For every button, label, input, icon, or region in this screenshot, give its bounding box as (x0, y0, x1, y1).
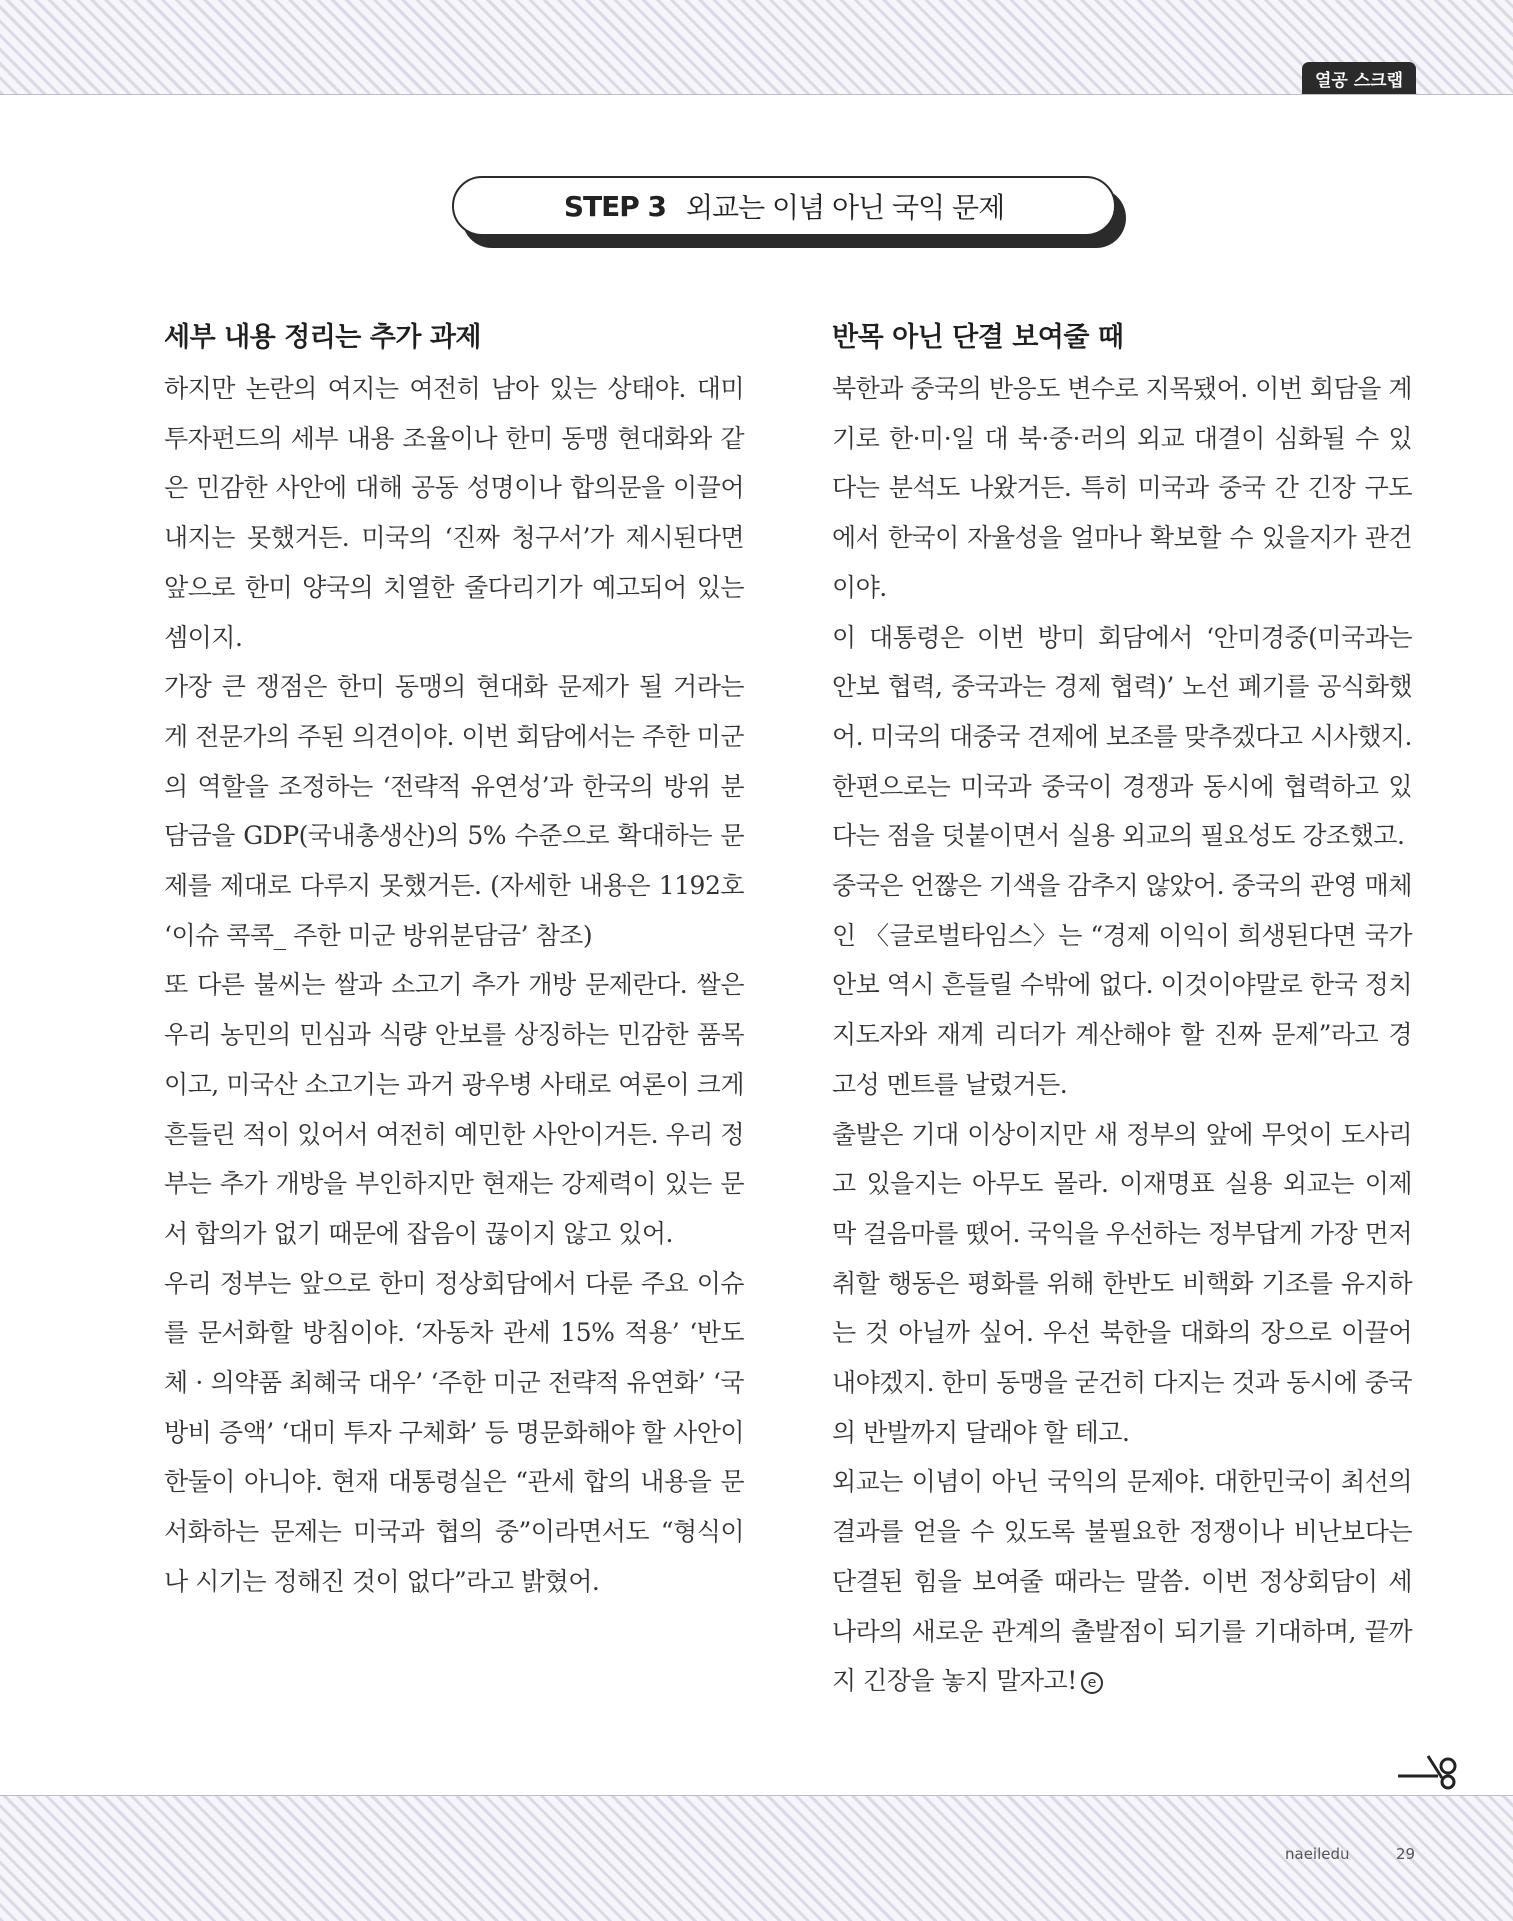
section-tab: 열공 스크랩 (1302, 62, 1416, 94)
left-heading: 세부 내용 정리는 추가 과제 (164, 322, 482, 353)
right-paragraph-3: 중국은 언짢은 기색을 감추지 않았어. 중국의 관영 매체인 〈글로벌타임스〉는 “경제 이익이 희생된다면 국가 안보 역시 흔들릴 수밖에 없다. 이것이야말로 한국 정치 지도자와 재계 리더가 계산해야 할 진짜 문제”라고 경고성 멘트를 날렸거든. (832, 871, 1412, 1099)
left-paragraph-4: 우리 정부는 앞으로 한미 정상회담에서 다룬 주요 이슈를 문서화할 방침이야. ‘자동차 관세 15% 적용’ ‘반도체 · 의약품 최혜국 대우’ ‘주한 미군 전략적 유연화’ ‘국방비 증액’ ‘대미 투자 구체화’ 등 명문화해야 할 사안이 한둘이 아니야. 현재 대통령실은 “관세 합의 내용을 문서화하는 문제는 미국과 협의 중”이라면서도 “형식이나 시기는 정해진 것이 없다”라고 밝혔어. (164, 1268, 744, 1596)
left-paragraph-2: 가장 큰 쟁점은 한미 동맹의 현대화 문제가 될 거라는 게 전문가의 주된 의견이야. 이번 회담에서는 주한 미군의 역할을 조정하는 ‘전략적 유연성’과 한국의 방위 분담금을 GDP(국내총생산)의 5% 수준으로 확대하는 문제를 제대로 다루지 못했거든. (자세한 내용은 1192호 ‘이슈 콕콕_ 주한 미군 방위분담금’ 참조) (164, 672, 744, 950)
left-paragraph-1: 하지만 논란의 여지는 여전히 남아 있는 상태야. 대미 투자펀드의 세부 내용 조율이나 한미 동맹 현대화와 같은 민감한 사안에 대해 공동 성명이나 합의문을 이끌어내지는 못했거든. 미국의 ‘진짜 청구서’가 제시된다면 앞으로 한미 양국의 치열한 줄다리기가 예고되어 있는 셈이지. (164, 374, 744, 652)
right-paragraph-5-text: 외교는 이념이 아닌 국익의 문제야. 대한민국이 최선의 결과를 얻을 수 있도록 불필요한 정쟁이나 비난보다는 단결된 힘을 보여줄 때라는 말씀. 이번 정상회담이 세 나라의 새로운 관계의 출발점이 되기를 기대하며, 끝까지 긴장을 놓지 말자고! (832, 1467, 1412, 1696)
right-column (832, 318, 1412, 1706)
step-title: 외교는 이념 아닌 국익 문제 (686, 191, 1005, 224)
right-paragraph-4: 출발은 기대 이상이지만 새 정부의 앞에 무엇이 도사리고 있을지는 아무도 몰라. 이재명표 실용 외교는 이제 막 걸음마를 뗐어. 국익을 우선하는 정부답게 가장 먼저 취할 행동은 평화를 위해 한반도 비핵화 기조를 유지하는 것 아닐까 싶어. 우선 북한을 대화의 장으로 이끌어내야겠지. 한미 동맹을 굳건히 다지는 것과 동시에 중국의 반발까지 달래야 할 테고. (832, 1119, 1412, 1447)
right-heading: 반목 아닌 단결 보여줄 때 (832, 322, 1124, 353)
left-paragraph-3: 또 다른 불씨는 쌀과 소고기 추가 개방 문제란다. 쌀은 우리 농민의 민심과 식량 안보를 상징하는 민감한 품목이고, 미국산 소고기는 과거 광우병 사태로 여론이 크게 흔들린 적이 있어서 여전히 예민한 사안이거든. 우리 정부는 추가 개방을 부인하지만 현재는 강제력이 있는 문서 합의가 없기 때문에 잡음이 끊이지 않고 있어. (164, 970, 744, 1248)
step-banner-wrap (452, 176, 1128, 250)
step-label: STEP 3 (563, 189, 666, 223)
right-paragraph-5 (832, 1457, 1412, 1706)
step-banner (452, 176, 1116, 236)
left-column (164, 318, 744, 1607)
page-number: 29 (1396, 1845, 1416, 1863)
right-paragraph-2: 이 대통령은 이번 방미 회담에서 ‘안미경중(미국과는 안보 협력, 중국과는 경제 협력)’ 노선 폐기를 공식화했어. 미국의 대중국 견제에 보조를 맞추겠다고 시사했지. 한편으로는 미국과 중국이 경쟁과 동시에 협력하고 있다는 점을 덧붙이면서 실용 외교의 필요성도 강조했고. (832, 622, 1412, 851)
right-paragraph-1: 북한과 중국의 반응도 변수로 지목됐어. 이번 회담을 계기로 한·미·일 대 북·중·러의 외교 대결이 심화될 수 있다는 분석도 나왔거든. 특히 미국과 중국 간 긴장 구도에서 한국이 자율성을 얼마나 확보할 수 있을지가 관건이야. (832, 374, 1412, 602)
footer-site-name: naeiledu (1285, 1845, 1350, 1863)
e-end-mark-icon: e (1081, 1672, 1103, 1694)
scissors-icon (1398, 1754, 1462, 1790)
top-stripe-band (0, 0, 1513, 95)
